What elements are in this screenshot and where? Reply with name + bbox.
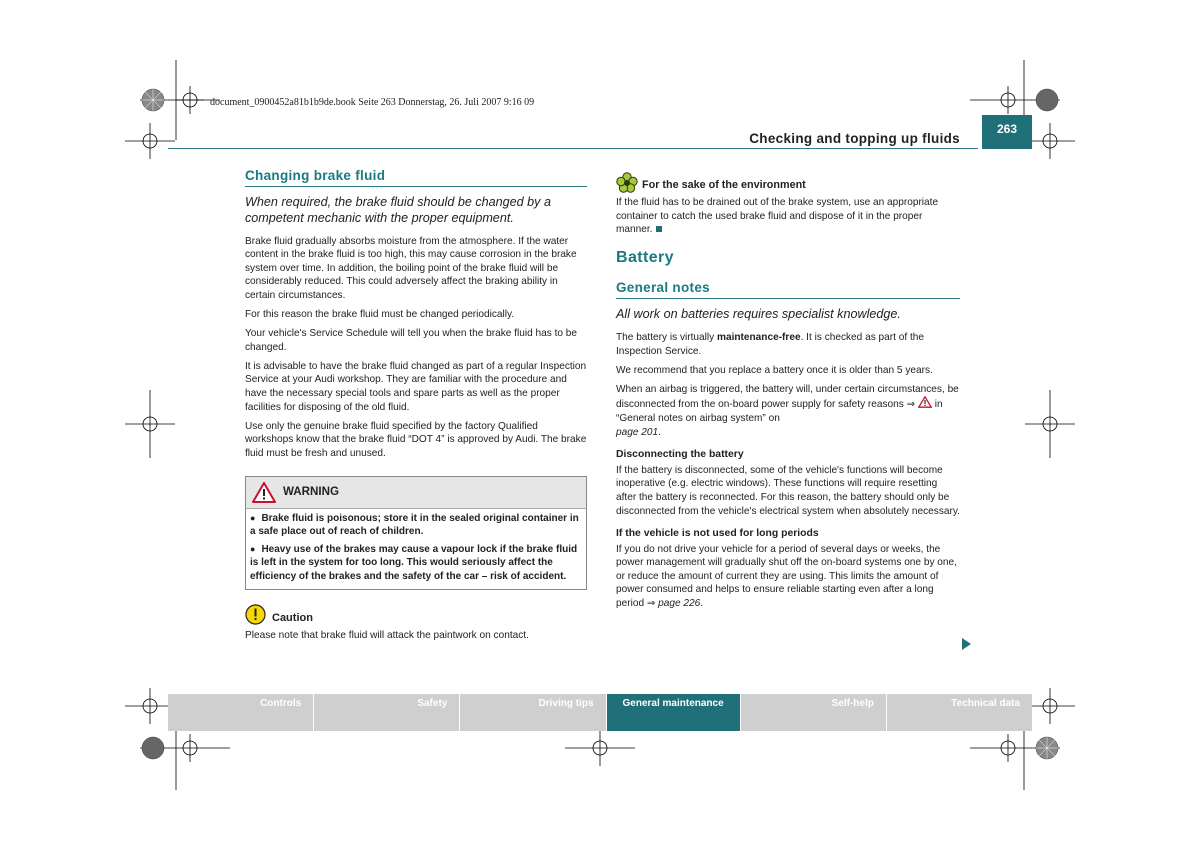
environment-paragraph [616,196,960,237]
warning-body [246,509,586,590]
chapter-heading-battery: Battery [616,248,674,266]
heading-rule [616,298,960,299]
heading-rule [245,186,587,187]
caution-icon [245,604,266,625]
tab-self-help[interactable]: Self-help [741,694,886,731]
text: If you do not drive your vehicle for a period of several days or weeks, the power management will gradually shut off the on-board systems one by one, or reduce the amount of current they are using. This limits the amount of power consumed and helps to ensure reliable starting even after a long period ⇒ [616,543,957,610]
paragraph: Use only the genuine brake fluid specified by the factory Qualified workshops know that the brake fluid “DOT 4” is approved by Audi. The brake fluid must be fresh and unused. [245,420,587,459]
text: . It is checked as part of the Inspection Service. [616,331,925,357]
paragraph [616,543,960,611]
warning-item [250,543,582,584]
warning-ref-icon [918,396,932,408]
environment-label: For the sake of the environment [642,179,806,192]
section-heading-general-notes: General notes [616,280,710,296]
continue-arrow-icon[interactable] [962,638,971,650]
subheading-disconnecting: Disconnecting the battery [616,449,744,461]
lead-text: When required, the brake fluid should be changed by a competent mechanic with the proper equipment. [245,194,551,225]
environment-text: If the fluid has to be drained out of the brake system, use an appropriate container to catch the used brake fluid and dispose of it in the proper manner. [616,197,939,236]
warning-label: WARNING [283,485,340,499]
paragraph: Your vehicle's Service Schedule will tell you when the brake fluid has to be changed. [245,328,578,353]
warning-header [246,477,586,509]
text: The battery is virtually [616,331,717,343]
warning-box [245,476,587,591]
paragraph [616,383,960,439]
caution-label: Caution [272,611,313,624]
tab-technical-data[interactable]: Technical data [887,694,1032,731]
lead-text: All work on batteries requires specialist knowledge. [616,306,901,321]
section-heading-brake-fluid: Changing brake fluid [245,168,386,183]
chapter-nav [168,694,1032,731]
right-column [616,172,960,616]
left-column [245,169,587,649]
tab-general-maintenance[interactable]: General maintenance [607,694,740,731]
bullet-icon: ● [250,512,256,523]
warning-item [250,512,582,539]
warning-triangle-icon [252,482,276,503]
text: When an airbag is triggered, the battery will, under certain circumstances, be disconnected from the on-board power supply for safety reasons ⇒ [616,383,959,411]
tab-controls[interactable]: Controls [168,694,313,731]
caution-text: Please note that brake fluid will attack the paintwork on contact. [245,630,529,642]
bullet-icon: ● [250,543,256,554]
page-link[interactable]: page 226 [658,598,701,610]
environment-header [616,172,960,193]
bold-text: maintenance-free [716,331,801,343]
flower-icon [616,172,638,193]
text: . [658,426,661,438]
subheading-long-periods: If the vehicle is not used for long periods [616,528,819,540]
paragraph: If the battery is disconnected, some of the vehicle's functions will become inoperative (e.g. electric windows). These functions will require resetting after the battery is reconnected. For this reason, the battery should only be disconnected from the vehicle's electrical system when absolutely necessary. [616,464,960,517]
paragraph: For this reason the brake fluid must be changed periodically. [245,309,515,321]
section-title: Checking and topping up fluids [749,131,960,146]
text: . [700,598,704,610]
paragraph [616,331,960,358]
paragraph: Brake fluid gradually absorbs moisture from the atmosphere. If the water content in the brake fluid is too high, this may cause corrosion in the brake system over time. In addition, the boiling point of the brake fluid will be considerably reduced. This could adversely affect the braking ability in certain circumstances. [245,235,577,301]
end-square-icon [656,226,662,232]
paragraph: It is advisable to have the brake fluid changed as part of a regular Inspection Service at your Audi workshop. They are familiar with the procedure and have the necessary special tools and spare parts as well as the proper facilities for disposing of the old fluid. [245,360,587,413]
warning-item-text: Heavy use of the brakes may cause a vapour lock if the brake fluid is left in the system for too long. This would seriously affect the efficiency of the brakes and the safety of the car – risk of accident. [250,543,578,582]
print-header: document_0900452a81b1b9de.book Seite 263 Donnerstag, 26. Juli 2007 9:16 09 [210,97,535,108]
paragraph: We recommend that you replace a battery once it is older than 5 years. [616,364,933,376]
page-link[interactable]: page 201 [616,426,659,438]
header-rule [168,148,978,149]
tab-safety[interactable]: Safety [314,694,459,731]
text: in “General notes on airbag system” on [616,399,943,424]
page-number: 263 [982,115,1032,149]
tab-driving-tips[interactable]: Driving tips [460,694,605,731]
warning-item-text: Brake fluid is poisonous; store it in the sealed original container in a safe place out of reach of children. [250,512,579,538]
caution-header [245,604,587,625]
